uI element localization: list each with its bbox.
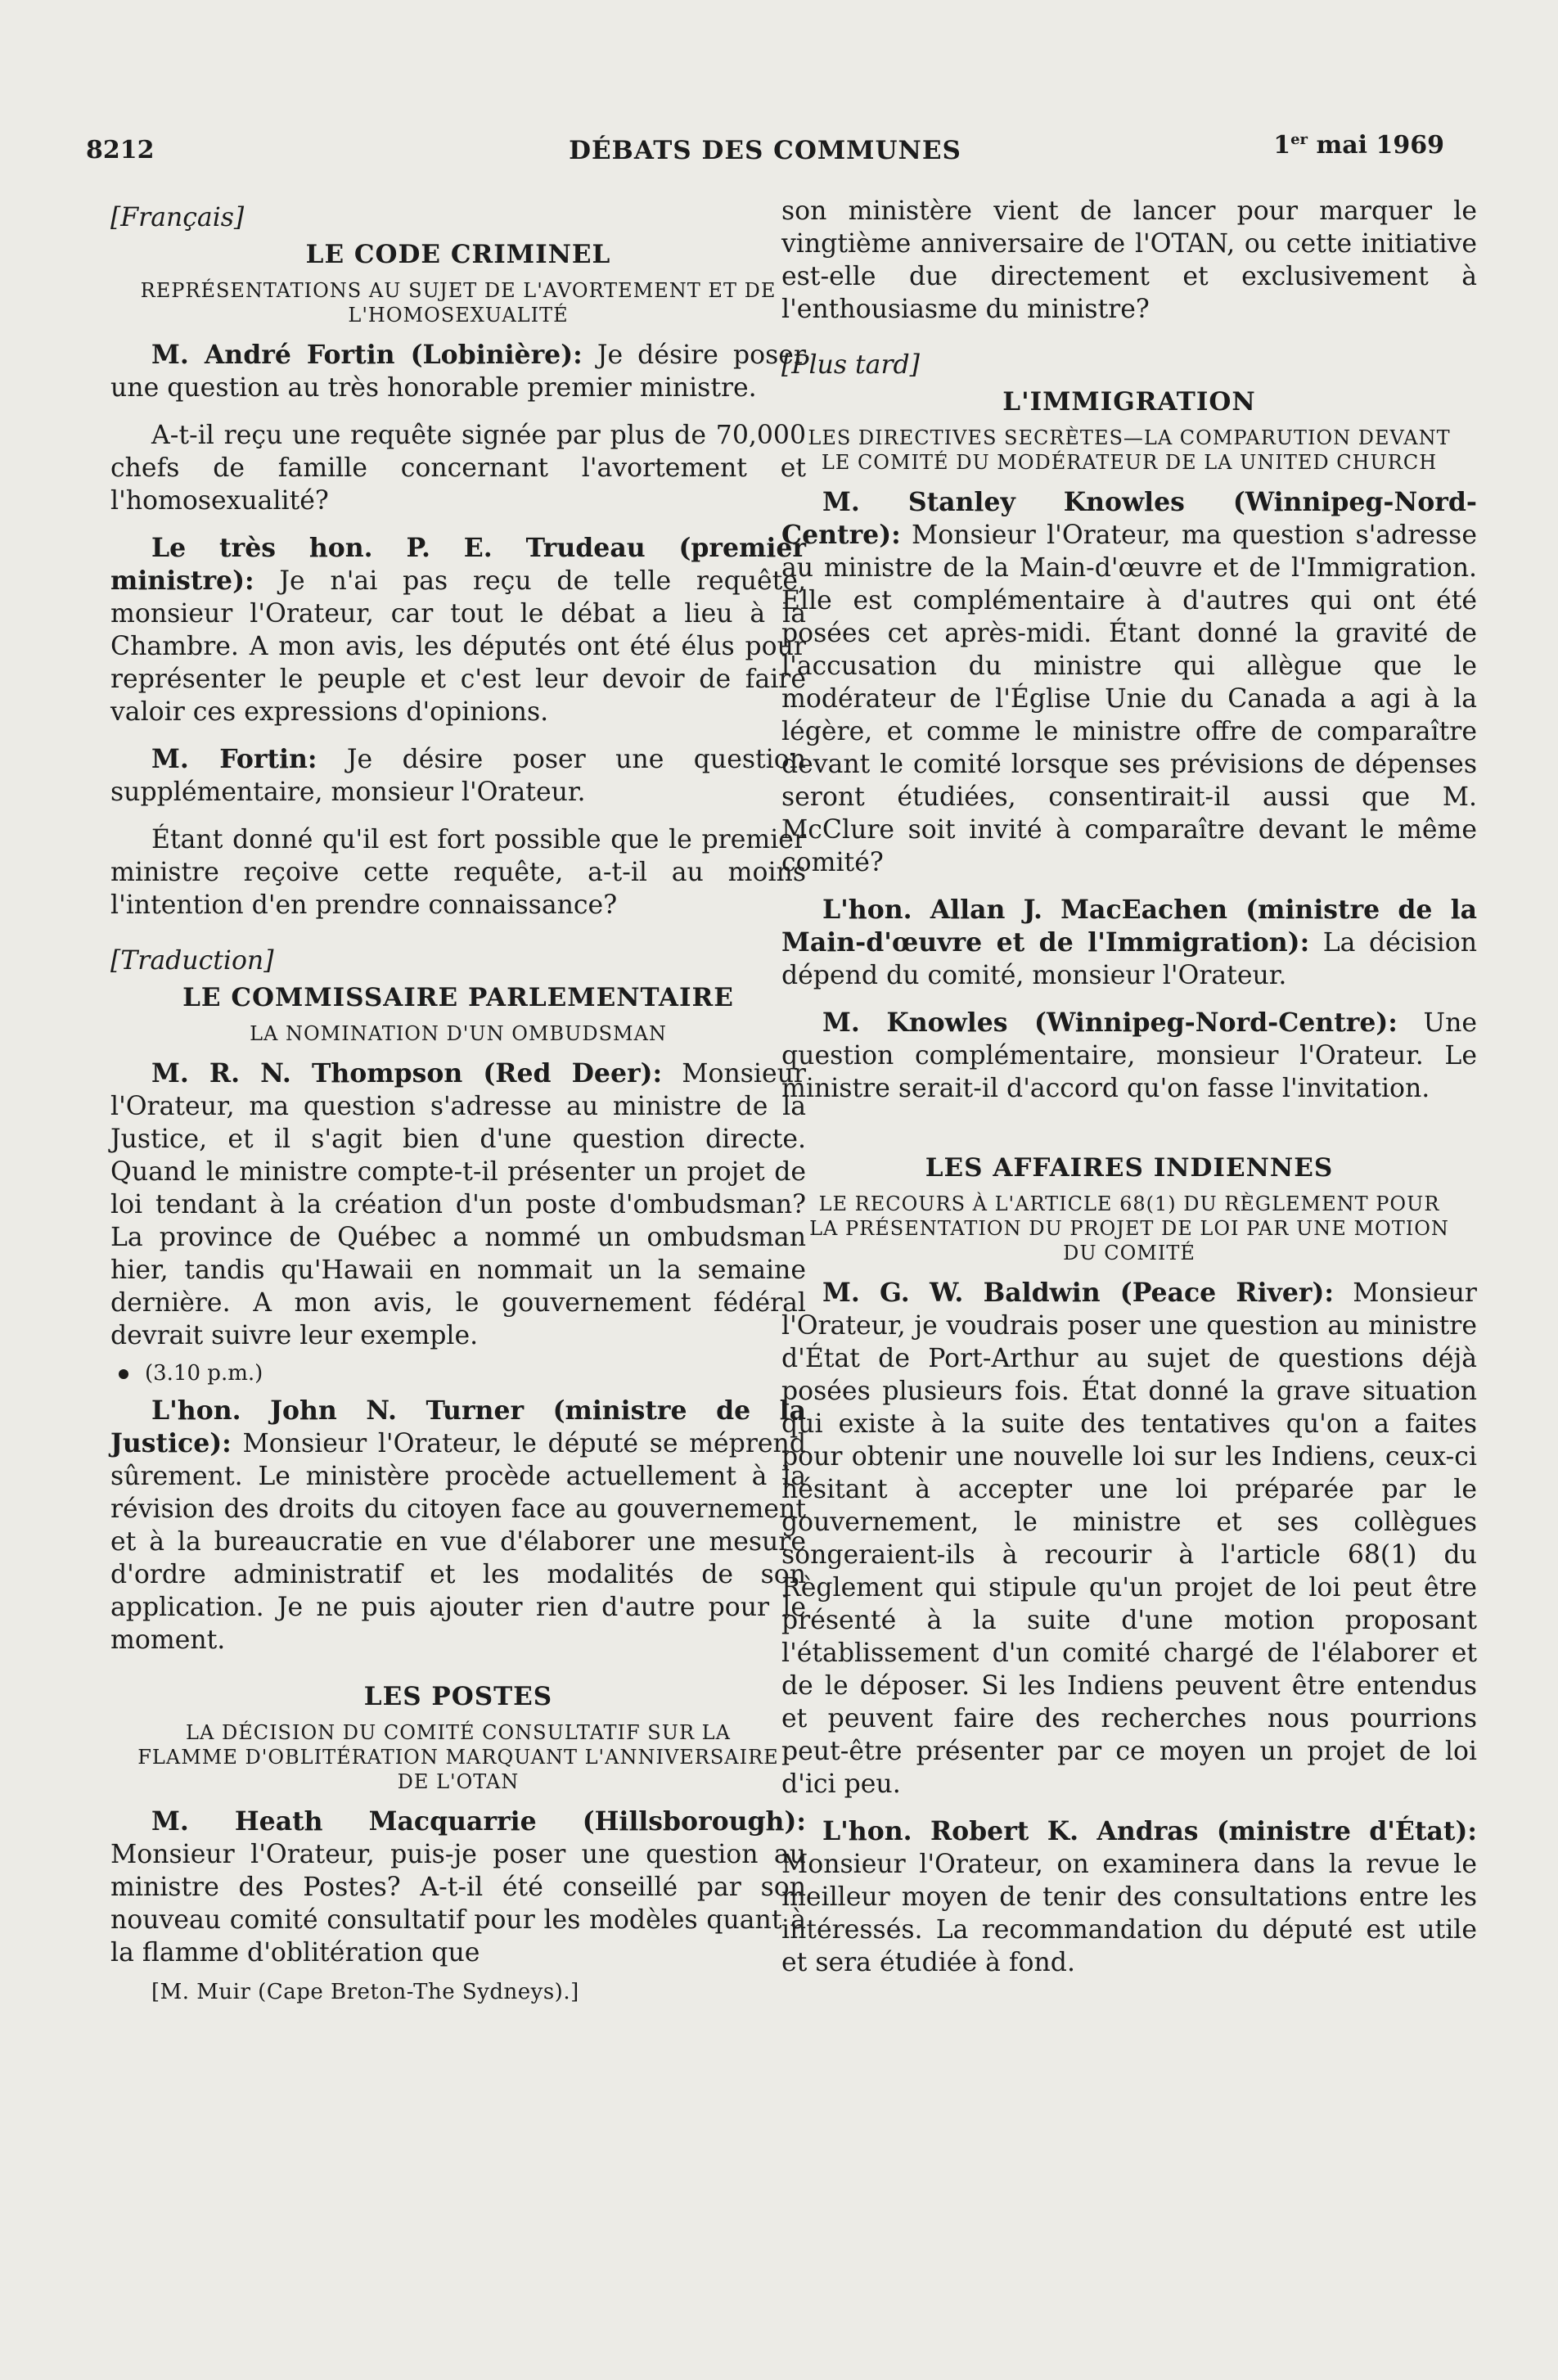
paragraph: L'hon. Robert K. Andras (ministre d'État): Monsieur l'Orateur, on examinera dans la revue le meilleur moyen de tenir des consultations entre les intéressés. La recommandation du député est utile et sera étudiée à fond.: [781, 1816, 1477, 1977]
language-marker: [Français]: [110, 203, 245, 232]
paragraph: M. Heath Macquarrie (Hillsborough): Monsieur l'Orateur, puis-je poser une question au ministre des Postes? A-t-il été conseillé par son nouveau comité consultatif pour les modèles quant à la flamme d'oblitération que: [110, 1806, 806, 1968]
bullet-icon: [119, 1369, 128, 1379]
paragraph: M. André Fortin (Lobinière): Je désire poser une question au très honorable premier ministre.: [110, 340, 806, 403]
paragraph: L'hon. Allan J. MacEachen (ministre de la Main-d'œuvre et de l'Immigration): La décision dépend du comité, monsieur l'Orateur.: [781, 895, 1477, 990]
section-title: LES AFFAIRES INDIENNES: [925, 1153, 1334, 1183]
speaker-name: L'hon. John N. Turner (ministre de la Justice):: [110, 1395, 806, 1458]
paragraph: M. Fortin: Je désire poser une question supplémentaire, monsieur l'Orateur.: [110, 744, 806, 807]
speaker-name: M. R. N. Thompson (Red Deer):: [151, 1058, 663, 1089]
paragraph: M. Stanley Knowles (Winnipeg-Nord-Centre): Monsieur l'Orateur, ma question s'adresse au ministre de la Main-d'œuvre et de l'Immigration. Elle est complémentaire à d'autres qui ont été posées cet après-midi. Étant donné la gravité de l'accusation du ministre qui allègue que le modérateur de l'Église Unie du Canada a agi à la légère, et comme le ministre offre de comparaître devant le comité lorsque ses prévisions de dépenses seront étudiées, consentirait-il aussi que M. McClure soit invité à comparaître devant le même comité?: [781, 487, 1477, 877]
section-subtitle: LA NOMINATION D'UN OMBUDSMAN: [250, 1022, 667, 1045]
section-subtitle: REPRÉSENTATIONS AU SUJET DE L'AVORTEMENT ET DE L'HOMOSEXUALITÉ: [140, 279, 777, 327]
paragraph: L'hon. John N. Turner (ministre de la Justice): Monsieur l'Orateur, le député se méprend sûrement. Le ministère procède actuellement à la révision des droits du citoyen face au gouvernement et à la bureaucratie en vue d'élaborer une mesure d'ordre administratif et les modalités de son application. Je ne puis ajouter rien d'autre pour le moment.: [110, 1395, 806, 1655]
section-title: LE CODE CRIMINEL: [305, 240, 611, 269]
speaker-name: M. G. W. Baldwin (Peace River):: [822, 1278, 1335, 1308]
paragraph: Le très hon. P. E. Trudeau (premier ministre): Je n'ai pas reçu de telle requête, monsieur l'Orateur, car tout le débat a lieu à la Chambre. A mon avis, les députés ont été élus pour représenter le peuple et c'est leur devoir de faire valoir ces expressions d'opinions.: [110, 533, 806, 727]
section-subtitle: LE RECOURS À L'ARTICLE 68(1) DU RÈGLEMENT POUR LA PRÉSENTATION DU PROJET DE LOI PAR UNE MOTION DU COMITÉ: [809, 1192, 1449, 1264]
paragraph: M. R. N. Thompson (Red Deer): Monsieur l'Orateur, ma question s'adresse au ministre de la Justice, et il s'agit bien d'une question directe. Quand le ministre compte-t-il présenter un projet de loi tendant à la création d'un poste d'ombudsman? La province de Québec a nommé un ombudsman hier, tandis qu'Hawaii en nommait un la semaine dernière. A mon avis, le gouvernement fédéral devrait suivre leur exemple.: [110, 1058, 806, 1350]
paragraph: A-t-il reçu une requête signée par plus de 70,000 chefs de famille concernant l'avortement et l'homosexualité?: [110, 421, 806, 516]
running-header: [86, 131, 1444, 174]
section-title: LE COMMISSAIRE PARLEMENTAIRE: [182, 983, 734, 1012]
publication-title: DÉBATS DES COMMUNES: [569, 136, 961, 165]
speaker-name: M. André Fortin (Lobinière):: [151, 340, 583, 370]
speaker-name: Le très hon. P. E. Trudeau (premier ministre):: [110, 533, 806, 596]
paragraph: son ministère vient de lancer pour marquer le vingtième anniversaire de l'OTAN, ou cette initiative est-elle due directement et exclusivement à l'enthousiasme du ministre?: [781, 196, 1477, 324]
page-number: 8212: [86, 136, 155, 165]
paragraph: M. G. W. Baldwin (Peace River): Monsieur l'Orateur, je voudrais poser une question au ministre d'État de Port-Arthur au sujet de questions déjà posées plusieurs fois. État donné la grave situation qui existe à la suite des tentatives qu'on a faites pour obtenir une nouvelle loi sur les Indiens, ceux-ci hésitant à accepter une loi préparée par le gouvernement, le ministre et ses collègues songeraient-ils à recourir à l'article 68(1) du Règlement qui stipule qu'un projet de loi peut être présenté à la suite d'une motion proposant l'établissement d'un comité chargé de l'élaborer et de le déposer. Si les Indiens peuvent être entendus et peuvent faire des recherches nous pourrions peut-être présenter par ce moyen un projet de loi d'ici peu.: [781, 1278, 1477, 1799]
section-subtitle: LA DÉCISION DU COMITÉ CONSULTATIF SUR LA FLAMME D'OBLITÉRATION MARQUANT L'ANNIVERSAIRE DE L'OTAN: [137, 1721, 779, 1793]
section-title: L'IMMIGRATION: [1002, 387, 1256, 417]
right-column: [781, 195, 1477, 1979]
left-column: [110, 195, 806, 2008]
issue-date: 1er mai 1969: [1273, 131, 1444, 160]
speaker-reference: [M. Muir (Cape Breton-The Sydneys).]: [151, 1980, 579, 2004]
time-marker: (3.10 p.m.): [119, 1357, 806, 1390]
section-subtitle: LES DIRECTIVES SECRÈTES—LA COMPARUTION DEVANT LE COMITÉ DU MODÉRATEUR DE LA UNITED CHURCH: [808, 426, 1451, 474]
speaker-name: L'hon. Robert K. Andras (ministre d'État):: [822, 1816, 1477, 1846]
speaker-name: M. Knowles (Winnipeg-Nord-Centre):: [822, 1007, 1398, 1038]
speaker-name: M. Stanley Knowles (Winnipeg-Nord-Centre):: [781, 487, 1477, 550]
speaker-name: M. Heath Macquarrie (Hillsborough):: [151, 1806, 806, 1837]
section-title: LES POSTES: [363, 1682, 553, 1711]
speaker-name: M. Fortin:: [151, 744, 317, 774]
paragraph: Étant donné qu'il est fort possible que le premier ministre reçoive cette requête, a-t-il au moins l'intention d'en prendre connaissance?: [110, 825, 806, 920]
language-marker: [Plus tard]: [781, 350, 920, 380]
paragraph: M. Knowles (Winnipeg-Nord-Centre): Une question complémentaire, monsieur l'Orateur. Le ministre serait-il d'accord qu'on fasse l'invitation.: [781, 1007, 1477, 1103]
language-marker: [Traduction]: [110, 946, 274, 976]
speaker-name: L'hon. Allan J. MacEachen (ministre de la Main-d'œuvre et de l'Immigration):: [781, 895, 1477, 958]
